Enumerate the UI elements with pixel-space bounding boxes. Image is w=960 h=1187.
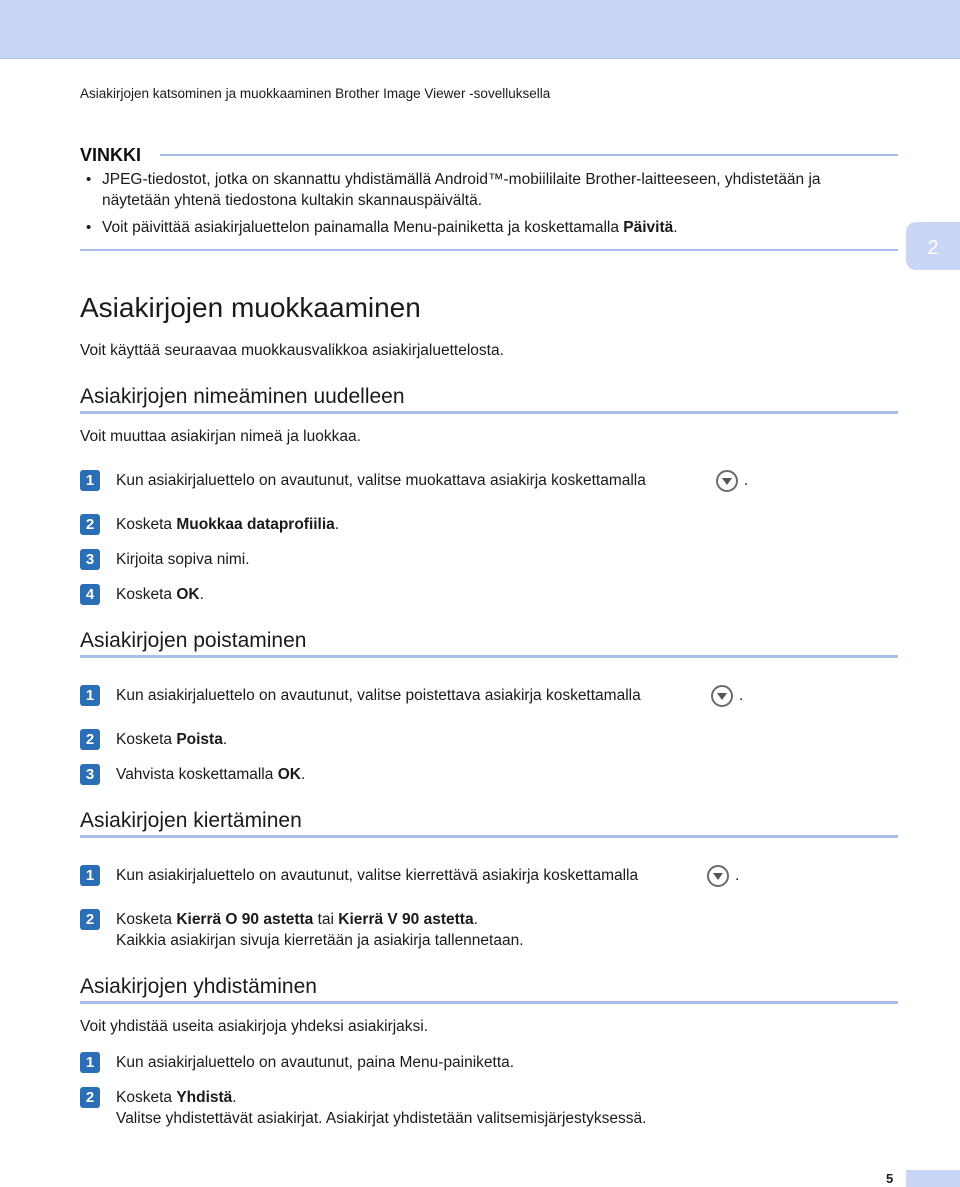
- delete-step-1-text: Kun asiakirjaluettelo on avautunut, valitse poistettava asiakirja koskettamalla: [116, 687, 641, 704]
- rotate-step-2-line-2: Kaikkia asiakirjan sivuja kierretään ja asiakirja tallennetaan.: [116, 932, 524, 949]
- rename-step-4-number: 4: [80, 584, 100, 605]
- merge-step-1-number: 1: [80, 1052, 100, 1073]
- rotate-rule: [80, 835, 898, 838]
- rotate-step-1-text: Kun asiakirjaluettelo on avautunut, valitse kierrettävä asiakirja koskettamalla: [116, 867, 639, 884]
- rotate-step-2-mid: tai: [313, 911, 339, 928]
- note-bullet-2-end: .: [673, 219, 678, 236]
- note-bullet-2: [86, 217, 678, 238]
- rename-step-4-bold: OK: [176, 586, 200, 603]
- rotate-step-2-bold-2: Kierrä V 90 astetta: [338, 911, 474, 928]
- merge-step-2: [116, 1087, 646, 1129]
- merge-step-2-bold: Yhdistä: [176, 1089, 233, 1106]
- delete-step-1-number: 1: [80, 685, 100, 706]
- note-bullet-2-text: Voit päivittää asiakirjaluettelon painamalla Menu-painiketta ja koskettamalla: [102, 219, 624, 236]
- menu-icon: [716, 470, 738, 492]
- merge-step-2-line-2: Valitse yhdistettävät asiakirjat. Asiakirjat yhdistetään valitsemisjärjestyksessä.: [116, 1110, 647, 1127]
- rename-step-2-period: .: [334, 516, 340, 533]
- rename-step-1-period: .: [744, 472, 749, 489]
- rename-step-2-bold: Muokkaa dataprofiilia: [176, 516, 335, 533]
- rename-step-1-text: Kun asiakirjaluettelo on avautunut, valitse muokattava asiakirja koskettamalla: [116, 472, 646, 489]
- menu-icon: [711, 685, 733, 707]
- top-band: [0, 0, 960, 59]
- bullet-dot-icon: •: [86, 171, 92, 188]
- rename-intro: Voit muuttaa asiakirjan nimeä ja luokkaa.: [80, 428, 361, 445]
- rotate-title: Asiakirjojen kiertäminen: [80, 809, 302, 832]
- rotate-step-1-period: .: [735, 867, 740, 884]
- merge-step-1-text: Kun asiakirjaluettelo on avautunut, paina Menu-painiketta.: [116, 1054, 515, 1071]
- chapter-tab: 2: [906, 222, 960, 270]
- rename-rule: [80, 411, 898, 414]
- bullet-dot-icon: •: [86, 219, 92, 236]
- running-header: Asiakirjojen katsominen ja muokkaaminen Brother Image Viewer -sovelluksella: [80, 86, 551, 101]
- page-number: 5: [886, 1171, 894, 1186]
- delete-step-2-bold: Poista: [176, 731, 223, 748]
- merge-title: Asiakirjojen yhdistäminen: [80, 975, 317, 998]
- note-bullet-1-line-1: JPEG-tiedostot, jotka on skannattu yhdistämällä Android™-mobiililaite Brother-laitteeseen, yhdistetään ja: [102, 171, 821, 188]
- note-bullet-1-line-2: näytetään yhtenä tiedostona kultakin skannauspäivältä.: [102, 192, 483, 209]
- rotate-step-2-pre: Kosketa: [116, 911, 177, 928]
- page-number-bar: [906, 1170, 960, 1187]
- rotate-step-2-bold-1: Kierrä O 90 astetta: [176, 911, 314, 928]
- rename-step-4: [116, 584, 204, 605]
- delete-step-3-number: 3: [80, 764, 100, 785]
- note-bullet-1: [86, 169, 821, 211]
- delete-step-3-pre: Vahvista koskettamalla: [116, 766, 278, 783]
- merge-step-2-line-1: [116, 1087, 646, 1108]
- rename-step-4-pre: Kosketa: [116, 586, 177, 603]
- note-top-rule: [160, 154, 898, 156]
- rename-step-3-text: Kirjoita sopiva nimi.: [116, 551, 250, 568]
- merge-rule: [80, 1001, 898, 1004]
- merge-intro: Voit yhdistää useita asiakirjoja yhdeksi asiakirjaksi.: [80, 1018, 429, 1035]
- delete-title: Asiakirjojen poistaminen: [80, 629, 307, 652]
- section-title: Asiakirjojen muokkaaminen: [80, 292, 421, 323]
- delete-step-2-period: .: [222, 731, 228, 748]
- merge-step-2-number: 2: [80, 1087, 100, 1108]
- rotate-step-2-line-1: [116, 909, 524, 930]
- rotate-step-2: [116, 909, 524, 951]
- delete-step-2: [116, 729, 227, 750]
- merge-step-2-pre: Kosketa: [116, 1089, 177, 1106]
- note-bottom-rule: [80, 249, 898, 251]
- rotate-step-2-number: 2: [80, 909, 100, 930]
- rotate-step-2-period: .: [473, 911, 478, 928]
- rename-title: Asiakirjojen nimeäminen uudelleen: [80, 385, 405, 408]
- menu-icon: [707, 865, 729, 887]
- delete-step-1-period: .: [739, 687, 744, 704]
- delete-step-2-pre: Kosketa: [116, 731, 177, 748]
- rotate-step-1-number: 1: [80, 865, 100, 886]
- rename-step-2-number: 2: [80, 514, 100, 535]
- rename-step-2: [116, 514, 339, 535]
- note-title: VINKKI: [80, 145, 142, 165]
- delete-rule: [80, 655, 898, 658]
- rename-step-3-number: 3: [80, 549, 100, 570]
- merge-step-2-period: .: [232, 1089, 237, 1106]
- section-intro: Voit käyttää seuraavaa muokkausvalikkoa asiakirjaluettelosta.: [80, 342, 504, 359]
- delete-step-3-bold: OK: [277, 766, 301, 783]
- rename-step-2-pre: Kosketa: [116, 516, 177, 533]
- delete-step-3: [116, 764, 305, 785]
- rename-step-1-number: 1: [80, 470, 100, 491]
- delete-step-2-number: 2: [80, 729, 100, 750]
- delete-step-3-period: .: [300, 766, 306, 783]
- note-bullet-2-bold: Päivitä: [623, 219, 674, 236]
- rename-step-4-period: .: [199, 586, 204, 603]
